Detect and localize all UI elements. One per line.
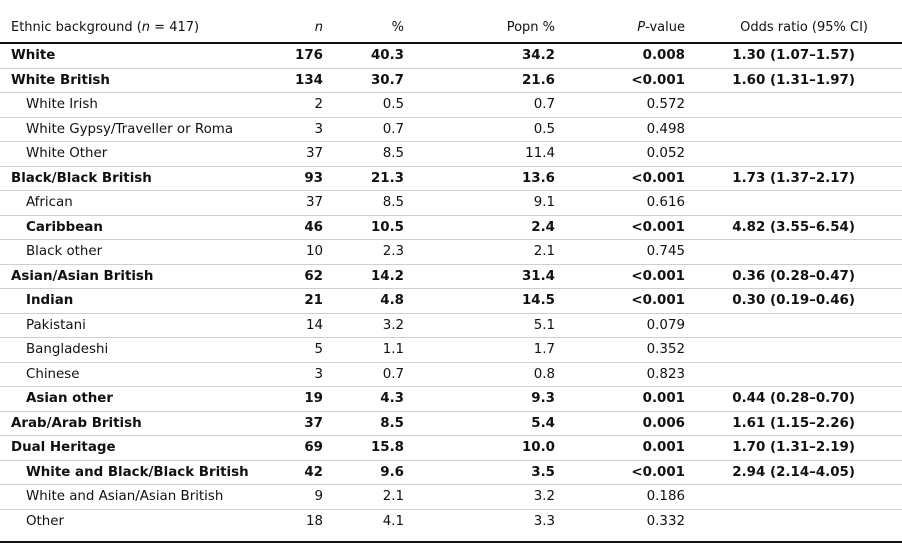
cell-p-value: 0.079 [646, 317, 685, 333]
ethnicity-table [0, 10, 902, 534]
cell-p-value: 0.498 [646, 121, 685, 137]
cell-n: 69 [304, 440, 323, 456]
table-body [0, 44, 902, 534]
cell-percent: 2.3 [382, 244, 404, 260]
cell-odds-ratio: 4.82 (3.55–6.54) [732, 219, 855, 235]
cell-p-value: <0.001 [631, 464, 685, 480]
cell-popn-percent: 3.2 [533, 489, 555, 505]
cell-percent: 4.1 [382, 514, 404, 530]
cell-n: 37 [305, 146, 323, 162]
cell-n: 14 [305, 317, 323, 333]
cell-percent: 15.8 [370, 440, 404, 456]
table-header [0, 10, 902, 44]
table-row [0, 412, 902, 437]
header-percent: % [391, 20, 404, 35]
cell-popn-percent: 3.3 [533, 514, 555, 530]
cell-n: 2 [314, 97, 323, 113]
row-label: White and Asian/Asian British [26, 489, 224, 505]
cell-percent: 30.7 [370, 72, 404, 88]
table-row [0, 289, 902, 314]
cell-n: 37 [305, 195, 323, 211]
cell-popn-percent: 9.1 [533, 195, 555, 211]
cell-n: 93 [304, 170, 323, 186]
cell-popn-percent: 31.4 [521, 268, 555, 284]
table-row [0, 44, 902, 69]
cell-p-value: 0.001 [642, 440, 685, 456]
cell-percent: 0.7 [382, 121, 404, 137]
row-label: White Gypsy/Traveller or Roma [26, 121, 234, 137]
cell-popn-percent: 13.6 [521, 170, 555, 186]
cell-popn-percent: 0.8 [533, 366, 555, 382]
cell-p-value: 0.008 [642, 48, 685, 64]
row-label: Pakistani [26, 317, 86, 333]
cell-p-value: <0.001 [631, 219, 685, 235]
table-row [0, 485, 902, 510]
cell-percent: 21.3 [370, 170, 404, 186]
cell-n: 18 [305, 514, 323, 530]
row-label: Bangladeshi [26, 342, 109, 358]
cell-popn-percent: 2.1 [533, 244, 555, 260]
cell-p-value: 0.745 [646, 244, 685, 260]
table-row [0, 461, 902, 486]
cell-popn-percent: 1.7 [533, 342, 555, 358]
table-row [0, 142, 902, 167]
cell-n: 134 [295, 72, 323, 88]
cell-p-value: 0.001 [642, 391, 685, 407]
cell-odds-ratio: 0.30 (0.19–0.46) [732, 293, 855, 309]
cell-n: 42 [304, 464, 323, 480]
cell-n: 3 [314, 366, 323, 382]
row-label: Arab/Arab British [11, 415, 142, 431]
table-row [0, 265, 902, 290]
row-label: Black other [26, 244, 103, 260]
cell-p-value: <0.001 [631, 170, 685, 186]
cell-n: 21 [304, 293, 323, 309]
cell-p-value: 0.823 [646, 366, 685, 382]
table-row [0, 387, 902, 412]
row-label: Indian [26, 293, 74, 309]
cell-popn-percent: 14.5 [521, 293, 555, 309]
table-row [0, 93, 902, 118]
cell-percent: 9.6 [380, 464, 404, 480]
cell-p-value: <0.001 [631, 268, 685, 284]
cell-popn-percent: 21.6 [521, 72, 555, 88]
table-row [0, 69, 902, 94]
cell-percent: 1.1 [382, 342, 404, 358]
cell-odds-ratio: 1.73 (1.37–2.17) [732, 170, 855, 186]
table-row [0, 118, 902, 143]
table-row [0, 240, 902, 265]
cell-odds-ratio: 1.70 (1.31–2.19) [732, 440, 855, 456]
table-row [0, 338, 902, 363]
table-row [0, 510, 902, 535]
cell-p-value: 0.572 [646, 97, 685, 113]
row-label: White and Black/Black British [26, 464, 249, 480]
cell-p-value: 0.332 [646, 514, 685, 530]
cell-odds-ratio: 1.60 (1.31–1.97) [732, 72, 855, 88]
cell-n: 46 [304, 219, 323, 235]
row-label: Chinese [26, 366, 80, 382]
header-popn-percent: Popn % [506, 20, 555, 35]
cell-n: 176 [295, 48, 323, 64]
cell-popn-percent: 34.2 [521, 48, 555, 64]
row-label: Asian other [26, 391, 113, 407]
table-row [0, 191, 902, 216]
cell-popn-percent: 11.4 [525, 146, 555, 162]
header-p-value: P-value [637, 20, 685, 35]
cell-odds-ratio: 0.44 (0.28–0.70) [732, 391, 855, 407]
cell-percent: 8.5 [382, 195, 404, 211]
row-label: African [26, 195, 73, 211]
row-label: Caribbean [26, 219, 103, 235]
cell-popn-percent: 5.4 [531, 415, 555, 431]
cell-p-value: 0.052 [646, 146, 685, 162]
cell-p-value: 0.616 [646, 195, 685, 211]
cell-percent: 10.5 [370, 219, 404, 235]
table-row [0, 436, 902, 461]
table-row [0, 314, 902, 339]
header-n: n [314, 20, 323, 35]
row-label: Other [26, 514, 65, 530]
cell-percent: 3.2 [382, 317, 404, 333]
cell-popn-percent: 0.7 [533, 97, 555, 113]
cell-n: 37 [304, 415, 323, 431]
table-row [0, 216, 902, 241]
cell-popn-percent: 10.0 [521, 440, 555, 456]
cell-odds-ratio: 1.61 (1.15–2.26) [732, 415, 855, 431]
cell-percent: 8.5 [382, 146, 404, 162]
cell-percent: 40.3 [370, 48, 404, 64]
row-label: White [11, 48, 56, 64]
table-row [0, 363, 902, 388]
cell-n: 3 [314, 121, 323, 137]
cell-popn-percent: 2.4 [531, 219, 555, 235]
cell-n: 5 [314, 342, 323, 358]
cell-n: 19 [304, 391, 323, 407]
cell-p-value: <0.001 [631, 293, 685, 309]
cell-percent: 0.5 [382, 97, 404, 113]
cell-odds-ratio: 2.94 (2.14–4.05) [732, 464, 855, 480]
cell-n: 62 [304, 268, 323, 284]
cell-odds-ratio: 0.36 (0.28–0.47) [732, 268, 855, 284]
row-label: Asian/Asian British [11, 268, 154, 284]
cell-p-value: 0.006 [642, 415, 685, 431]
cell-n: 9 [314, 489, 323, 505]
cell-percent: 4.8 [380, 293, 404, 309]
cell-popn-percent: 3.5 [531, 464, 555, 480]
row-label: White Irish [26, 97, 98, 113]
row-label: White Other [26, 146, 108, 162]
cell-percent: 2.1 [382, 489, 404, 505]
row-label: Dual Heritage [11, 440, 116, 456]
cell-p-value: <0.001 [631, 72, 685, 88]
cell-percent: 8.5 [380, 415, 404, 431]
cell-percent: 0.7 [382, 366, 404, 382]
cell-percent: 14.2 [370, 268, 404, 284]
header-ethnic-background: Ethnic background (n = 417) [11, 20, 200, 35]
cell-popn-percent: 9.3 [531, 391, 555, 407]
cell-percent: 4.3 [380, 391, 404, 407]
cell-p-value: 0.352 [646, 342, 685, 358]
table-row [0, 167, 902, 192]
header-odds-ratio: Odds ratio (95% CI) [740, 20, 868, 35]
cell-n: 10 [305, 244, 323, 260]
cell-popn-percent: 0.5 [533, 121, 555, 137]
cell-odds-ratio: 1.30 (1.07–1.57) [732, 48, 855, 64]
cell-popn-percent: 5.1 [533, 317, 555, 333]
cell-p-value: 0.186 [646, 489, 685, 505]
row-label: White British [11, 72, 110, 88]
row-label: Black/Black British [11, 170, 152, 186]
